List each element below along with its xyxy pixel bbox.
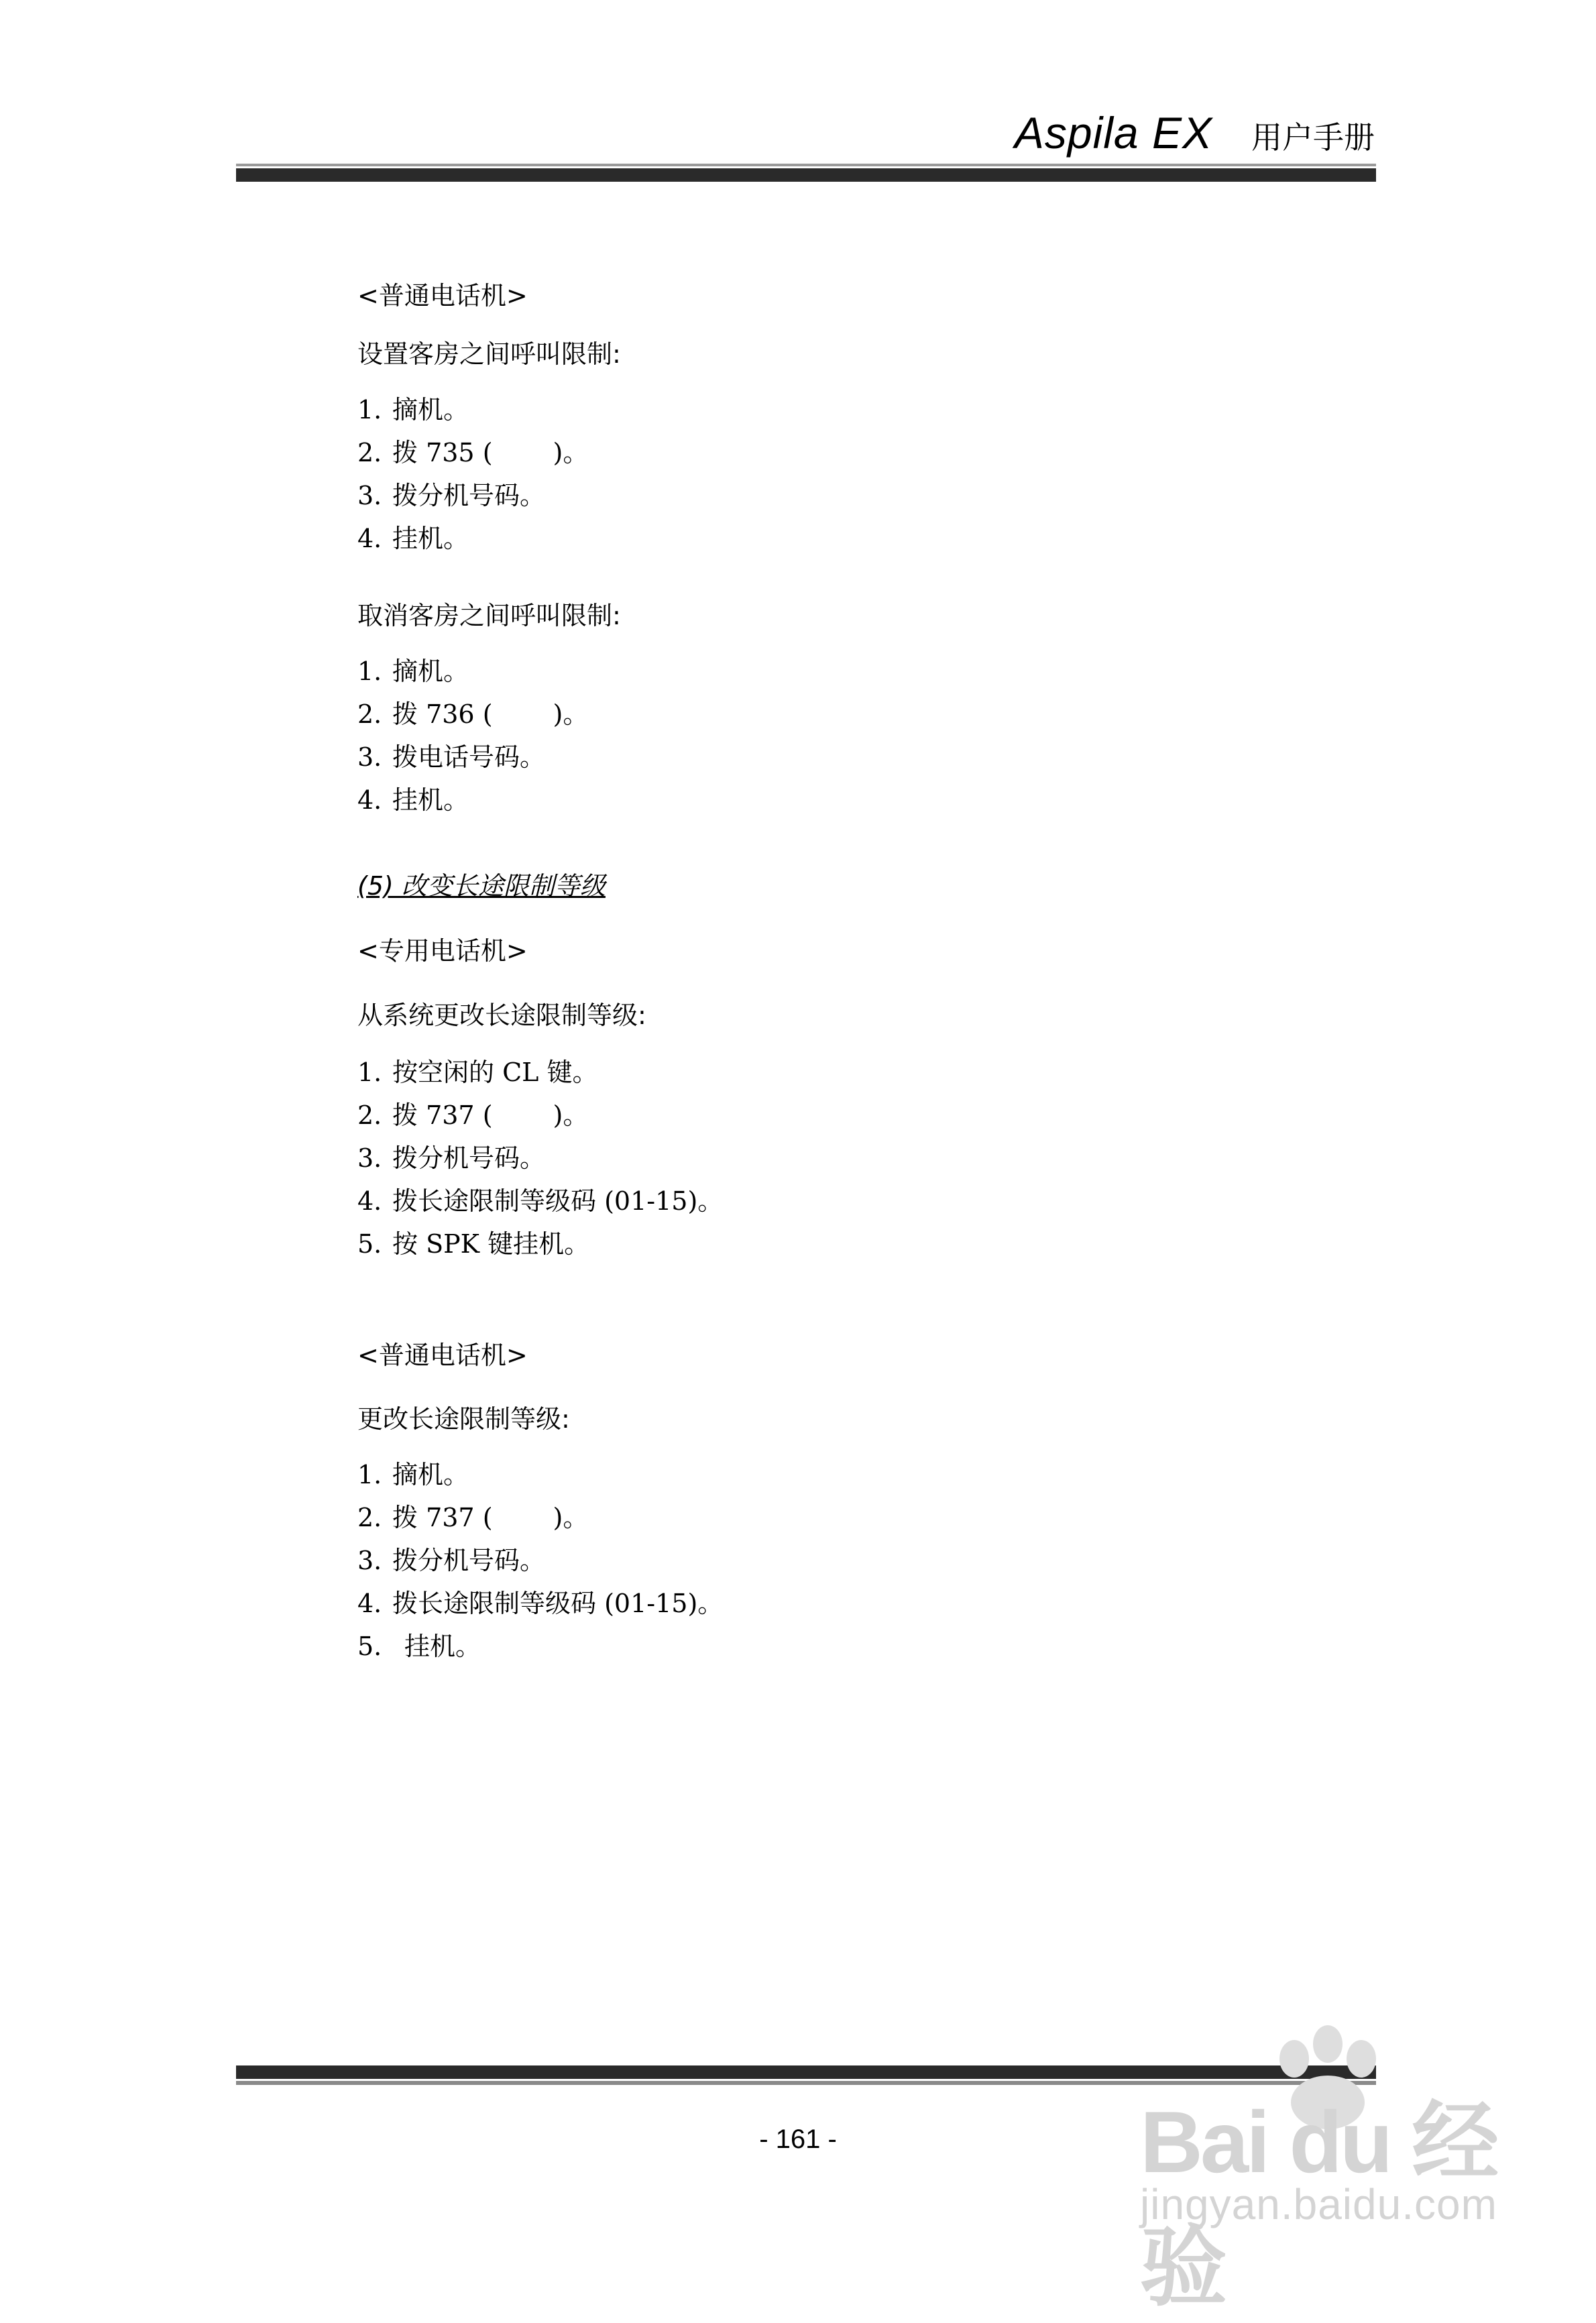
brand-title: Aspila EX [1014, 108, 1212, 158]
subsection-title: 从系统更改长途限制等级: [357, 1001, 646, 1030]
list-item: 3. 拨分机号码。 [357, 1546, 546, 1575]
section-title: <普通电话机> [357, 1341, 528, 1370]
list-item: 4. 拨长途限制等级码 (01-15)。 [357, 1186, 724, 1216]
list-item: 4. 挂机。 [357, 785, 469, 815]
list-item: 3. 拨分机号码。 [357, 481, 546, 510]
list-item: 2. 拨 737 ( )。 [357, 1503, 589, 1532]
section-title: <专用电话机> [357, 936, 528, 966]
subsection-title: 设置客房之间呼叫限制: [357, 339, 621, 369]
list-item: 2. 拨 736 ( )。 [357, 699, 589, 729]
baidu-watermark [1140, 2025, 1516, 2316]
list-item: 5. 挂机。 [357, 1632, 481, 1661]
list-item: 2. 拨 737 ( )。 [357, 1100, 589, 1130]
list-item: 4. 挂机。 [357, 524, 469, 553]
list-item: 3. 拨电话号码。 [357, 742, 546, 772]
list-item: 3. 拨分机号码。 [357, 1143, 546, 1173]
subsection-title: 更改长途限制等级: [357, 1404, 570, 1434]
list-item: 4. 拨长途限制等级码 (01-15)。 [357, 1589, 724, 1618]
page-header [1015, 107, 1375, 158]
list-item: 1. 摘机。 [357, 395, 469, 424]
list-item: 1. 摘机。 [357, 1460, 469, 1489]
subsection-title: 取消客房之间呼叫限制: [357, 601, 621, 630]
header-rule [236, 164, 1376, 182]
page-number: - 161 - [759, 2124, 837, 2154]
section-heading: (5) 改变长途限制等级 [357, 871, 606, 901]
watermark-logo: Bai du 经验 [1140, 2093, 1497, 2316]
watermark-url: jingyan.baidu.com [1140, 2180, 1497, 2228]
list-item: 1. 按空闲的 CL 键。 [357, 1058, 598, 1087]
manual-label: 用户手册 [1251, 119, 1375, 156]
list-item: 1. 摘机。 [357, 657, 469, 686]
list-item: 5. 按 SPK 键挂机。 [357, 1229, 590, 1259]
section-title: <普通电话机> [357, 281, 528, 310]
list-item: 2. 拨 735 ( )。 [357, 438, 589, 467]
